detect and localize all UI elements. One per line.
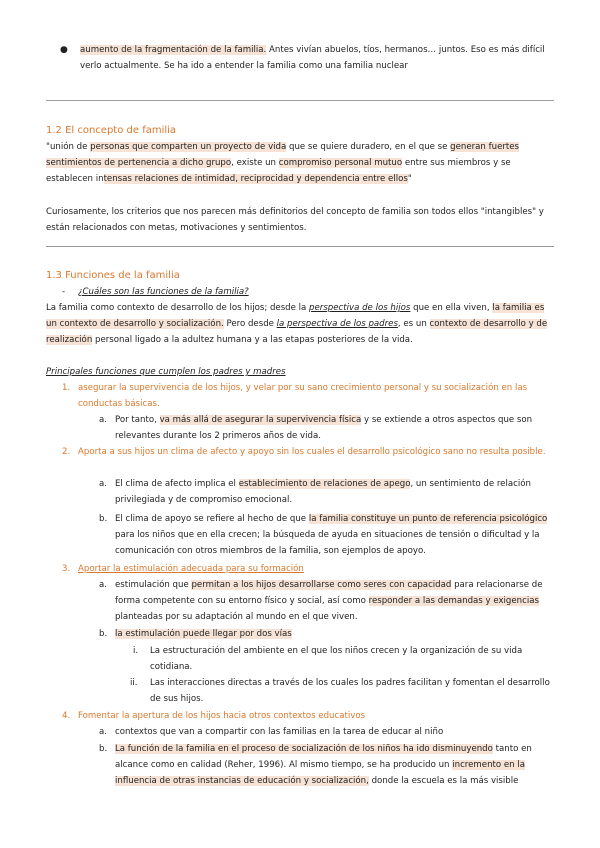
function-1-a: Por tanto, va más allá de asegurar la supervivencia física y se extiende a otros aspectos que son relevantes durante los 2 primeros años de vida. [115, 415, 533, 441]
list-letter: a. [99, 580, 107, 590]
function-2-b: El clima de apoyo se refiere al hecho de que la familia constituye un punto de referencia psicológico para los niños que en ella crecen; la búsqueda de ayuda en situaciones de tensión o dificultad y la comunicación con otros miembros de la familia, son ejemplos de apoyo. [115, 514, 548, 556]
family-definition-quote: "unión de personas que comparten un proyecto de vida que se quiere duradero, en el que se generan fuertes sentimientos de pertenencia a dicho grupo, existe un compromiso personal mutuo entre sus miembros y se establecen intensas relaciones de intimidad, reciprocidad y dependencia entre ellos" [46, 142, 520, 184]
function-4-title: Fomentar la apertura de los hijos hacia otros contextos educativos [78, 711, 366, 721]
list-letter: a. [99, 727, 107, 737]
functions-subtitle: Principales funciones que cumplen los padres y madres [46, 367, 286, 377]
list-number-2: 2. [62, 447, 71, 457]
section-divider [46, 100, 554, 101]
list-letter: a. [99, 479, 107, 489]
function-3-b-ii: Las interacciones directas a través de los cuales los padres facilitan y fomentan el desarrollo de sus hijos. [150, 678, 550, 704]
list-letter: b. [99, 744, 108, 754]
function-3-b-i: La estructuración del ambiente en el que los niños crecen y la organización de su vida cotidiana. [150, 646, 523, 672]
function-4-a: contextos que van a compartir con las familias en la tarea de educar al niño [115, 727, 444, 737]
function-2-a: El clima de afecto implica el establecimiento de relaciones de apego, un sentimiento de relación privilegiada y de compromiso emocional. [115, 479, 531, 505]
section-title-1-2: 1.2 El concepto de familia [46, 125, 177, 136]
function-4-b: La función de la familia en el proceso de socialización de los niños ha ido disminuyendo tanto en alcance como en calidad (Reher, 1996). Al mismo tiempo, se ha producido un incremento en la influencia de otras instancias de educación y socialización, donde la escuela es la más visible [115, 744, 532, 786]
section-title-1-3: 1.3 Funciones de la familia [46, 270, 180, 281]
list-letter: a. [99, 415, 107, 425]
list-roman: i. [133, 646, 139, 656]
bullet-dot: ● [60, 45, 68, 55]
function-3-a: estimulación que permitan a los hijos desarrollarse como seres con capacidad para relacionarse de forma competente con su entorno físico y social, así como responder a las demandas y exigencias planteadas por su adaptación al mundo en el que viven. [115, 580, 543, 622]
list-letter: b. [99, 514, 108, 524]
function-1-title: asegurar la supervivencia de los hijos, y velar por su sano crecimiento personal y su socialización en las conductas básicas. [78, 383, 528, 409]
list-number-3: 3. [62, 564, 71, 574]
function-2-title: Aporta a sus hijos un clima de afecto y apoyo sin los cuales el desarrollo psicológico sano no resulta posible. [78, 447, 546, 457]
dash-bullet: - [62, 287, 66, 297]
functions-question: ¿Cuáles son las funciones de la familia? [78, 287, 249, 297]
intro-highlight: aumento de la fragmentación de la familia. [80, 45, 267, 55]
list-number-1: 1. [62, 383, 71, 393]
function-3-title: Aportar la estimulación adecuada para su formación [78, 564, 304, 574]
criteria-paragraph: Curiosamente, los criterios que nos parecen más definitorios del concepto de familia son todos ellos "intangibles" y están relacionados con metas, motivaciones y sentimientos. [46, 207, 544, 233]
section-divider [46, 246, 554, 247]
functions-paragraph: La familia como contexto de desarrollo de los hijos; desde la perspectiva de los hijos que en ella viven, la familia es un contexto de desarrollo y socialización. Pero desde la perspectiva de los padres, es un contexto de desarrollo y de realización personal ligado a la adultez humana y a las etapas posteriores de la vida. [46, 303, 548, 345]
list-number-4: 4. [62, 711, 71, 721]
list-letter: b. [99, 629, 108, 639]
function-3-b: la estimulación puede llegar por dos vías [115, 629, 292, 639]
list-roman: ii. [130, 678, 138, 688]
intro-paragraph: aumento de la fragmentación de la familia. Antes vivían abuelos, tíos, hermanos… juntos. Eso es más difícil verlo actualmente. Se ha ido a entender la familia como una familia nuclear [80, 45, 545, 71]
